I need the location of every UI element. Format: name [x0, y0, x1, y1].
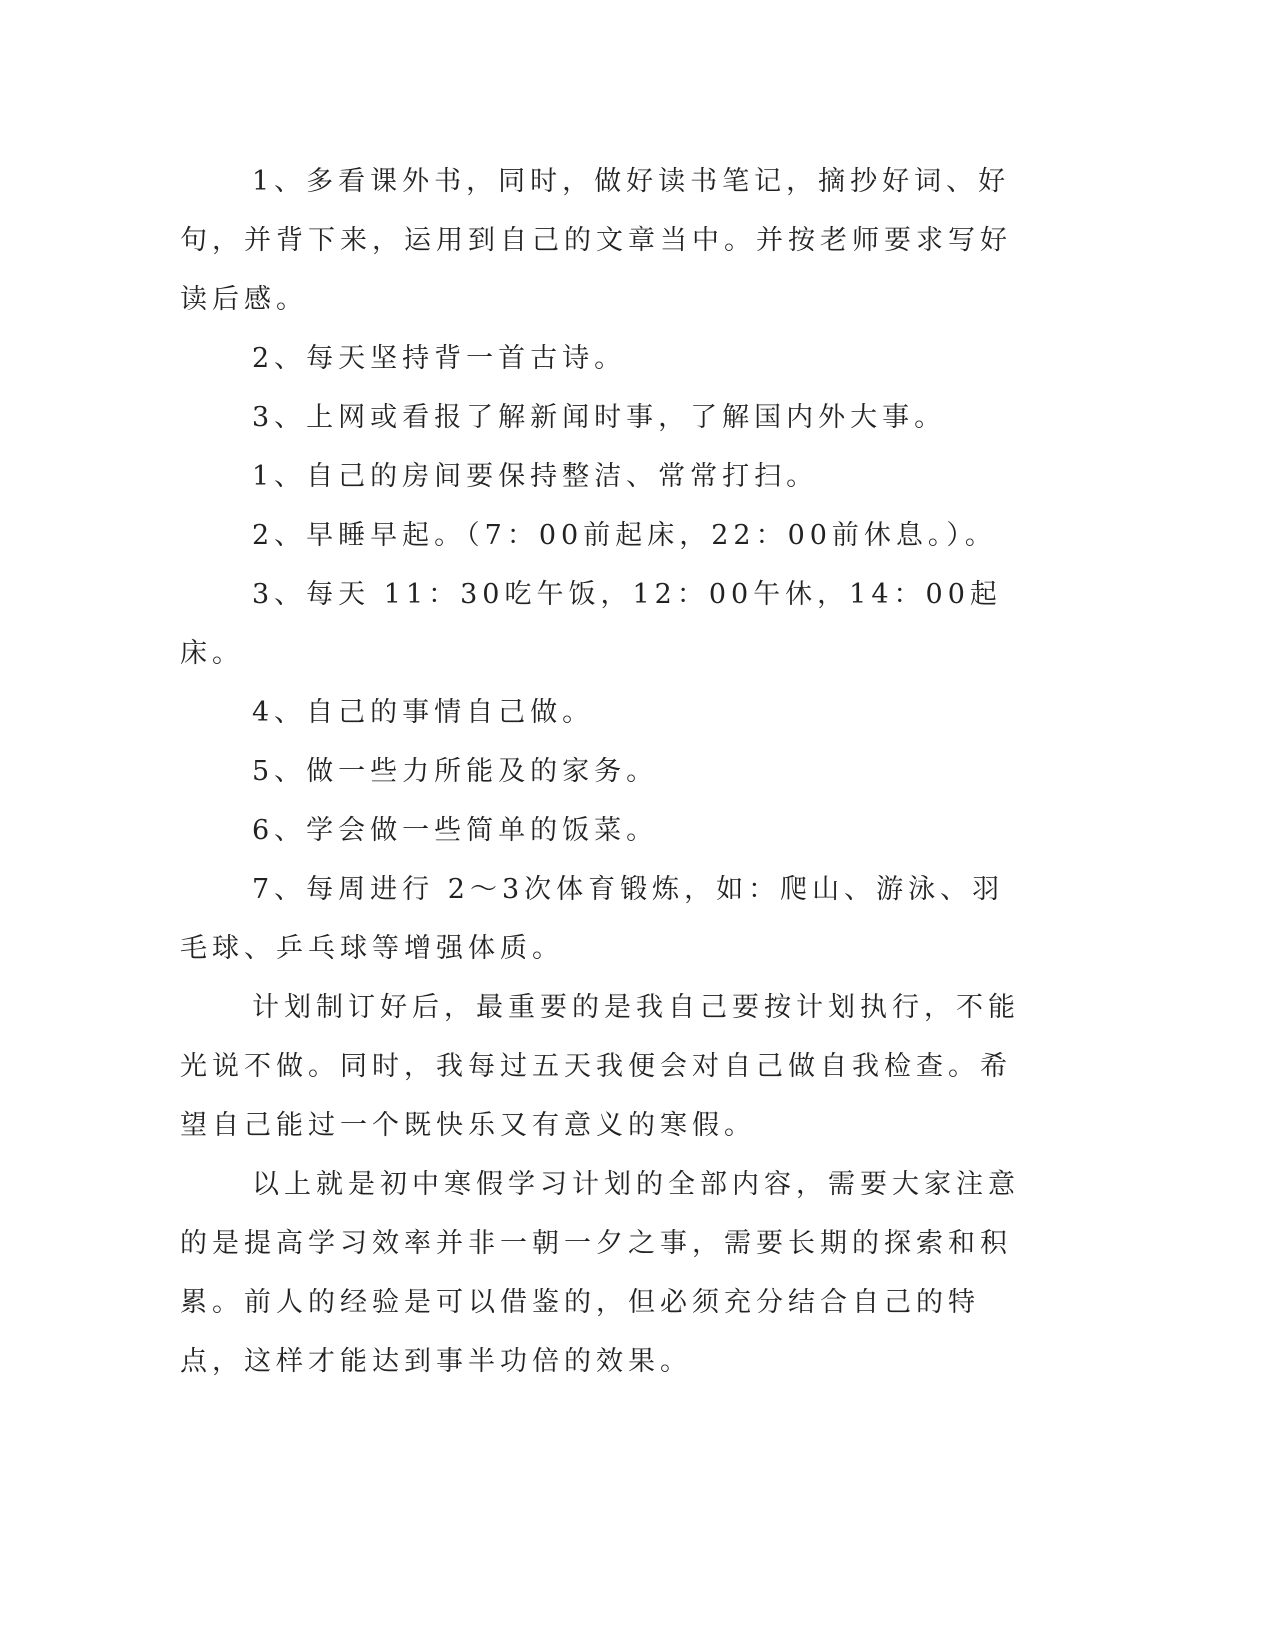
paragraph-cooking: 6、学会做一些简单的饭菜。	[252, 815, 659, 846]
paragraph-plan-execution: 计划制订好后，最重要的是我自己要按计划执行，不能光说不做。同时，我每过五天我便会对自己做自我检查。希望自己能过一个既快乐又有意义的寒假。	[180, 992, 1020, 1141]
paragraph-ancient-poem: 2、每天坚持背一首古诗。	[252, 343, 627, 374]
paragraph-room-tidy: 1、自己的房间要保持整洁、常常打扫。	[252, 461, 819, 492]
paragraph-exercise: 7、每周进行 2～3次体育锻炼，如：爬山、游泳、羽毛球、乒乓球等增强体质。	[180, 874, 1005, 964]
paragraph-lunch-schedule: 3、每天 11：30吃午饭，12：00午休，14：00起床。	[180, 579, 1002, 669]
document-body	[180, 152, 1030, 1391]
paragraph-housework: 5、做一些力所能及的家务。	[252, 756, 659, 787]
paragraph-sleep-schedule: 2、早睡早起。（7：00前起床，22：00前休息。）。	[252, 520, 997, 551]
paragraph-conclusion: 以上就是初中寒假学习计划的全部内容，需要大家注意的是提高学习效率并非一朝一夕之事，需要长期的探索和积累。前人的经验是可以借鉴的，但必须充分结合自己的特点，这样才能达到事半功倍的效果。	[180, 1169, 1020, 1377]
paragraph-reading-habits: 1、多看课外书，同时，做好读书笔记，摘抄好词、好句，并背下来，运用到自己的文章当中。并按老师要求写好读后感。	[180, 166, 1012, 315]
paragraph-news: 3、上网或看报了解新闻时事，了解国内外大事。	[252, 402, 947, 433]
paragraph-self-reliance: 4、自己的事情自己做。	[252, 697, 595, 728]
